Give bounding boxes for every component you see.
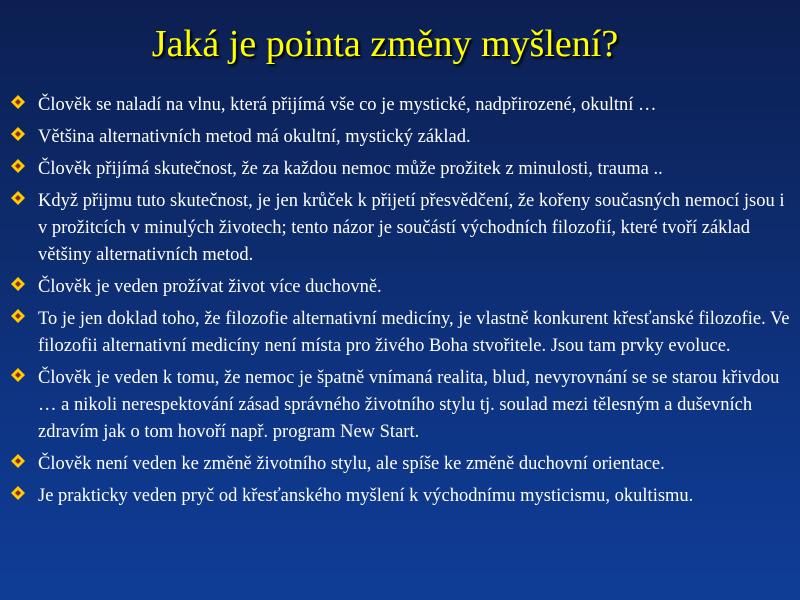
bullet-item bbox=[10, 156, 795, 183]
bullet-item bbox=[10, 188, 795, 269]
bullet-item bbox=[10, 92, 795, 119]
diamond-bullet-icon bbox=[10, 367, 26, 383]
bullet-text: Člověk je veden k tomu, že nemoc je špatně vnímaná realita, blud, nevyrovnání se se starou křivdou … a nikoli nerespektování zásad správného životního stylu tj. soulad mezi tělesným a duševních zdravím jak o tom hovoří např. program New Start. bbox=[38, 368, 780, 442]
diamond-bullet-icon bbox=[10, 276, 26, 292]
bullet-text: To je jen doklad toho, že filozofie alternativní medicíny, je vlastně konkurent křesťanské filozofie. Ve filozofii alternativní medicíny není místa pro živého Boha stvořitele. Jsou tam prvky evoluce. bbox=[38, 309, 790, 356]
diamond-bullet-icon bbox=[10, 126, 26, 142]
diamond-bullet-icon bbox=[10, 308, 26, 324]
bullet-text: Když přijmu tuto skutečnost, je jen krůček k přijetí přesvědčení, že kořeny současných nemocí jsou i v prožitcích v minulých životech; tento názor je součástí východních filozofií, které tvoří základ většiny alternativních metod. bbox=[38, 191, 785, 265]
bullet-text: Člověk přijímá skutečnost, že za každou nemoc může prožitek z minulosti, trauma .. bbox=[38, 159, 663, 179]
bullet-item bbox=[10, 365, 795, 446]
bullet-list bbox=[10, 92, 795, 515]
bullet-text: Člověk se naladí na vlnu, která přijímá vše co je mystické, nadpřirozené, okultní … bbox=[38, 95, 657, 115]
bullet-text: Člověk je veden prožívat život více duchovně. bbox=[38, 277, 382, 297]
diamond-bullet-icon bbox=[10, 158, 26, 174]
slide-title: Jaká je pointa změny myšlení? bbox=[151, 23, 619, 65]
bullet-item bbox=[10, 306, 795, 360]
bullet-text: Je prakticky veden pryč od křesťanského myšlení k východnímu mysticismu, okultismu. bbox=[38, 486, 694, 506]
diamond-bullet-icon bbox=[10, 453, 26, 469]
diamond-bullet-icon bbox=[10, 190, 26, 206]
bullet-item bbox=[10, 274, 795, 301]
bullet-item bbox=[10, 451, 795, 478]
bullet-item bbox=[10, 124, 795, 151]
bullet-text: Člověk není veden ke změně životního stylu, ale spíše ke změně duchovní orientace. bbox=[38, 454, 665, 474]
bullet-item bbox=[10, 483, 795, 510]
diamond-bullet-icon bbox=[10, 485, 26, 501]
diamond-bullet-icon bbox=[10, 94, 26, 110]
bullet-text: Většina alternativních metod má okultní, mystický základ. bbox=[38, 127, 471, 147]
